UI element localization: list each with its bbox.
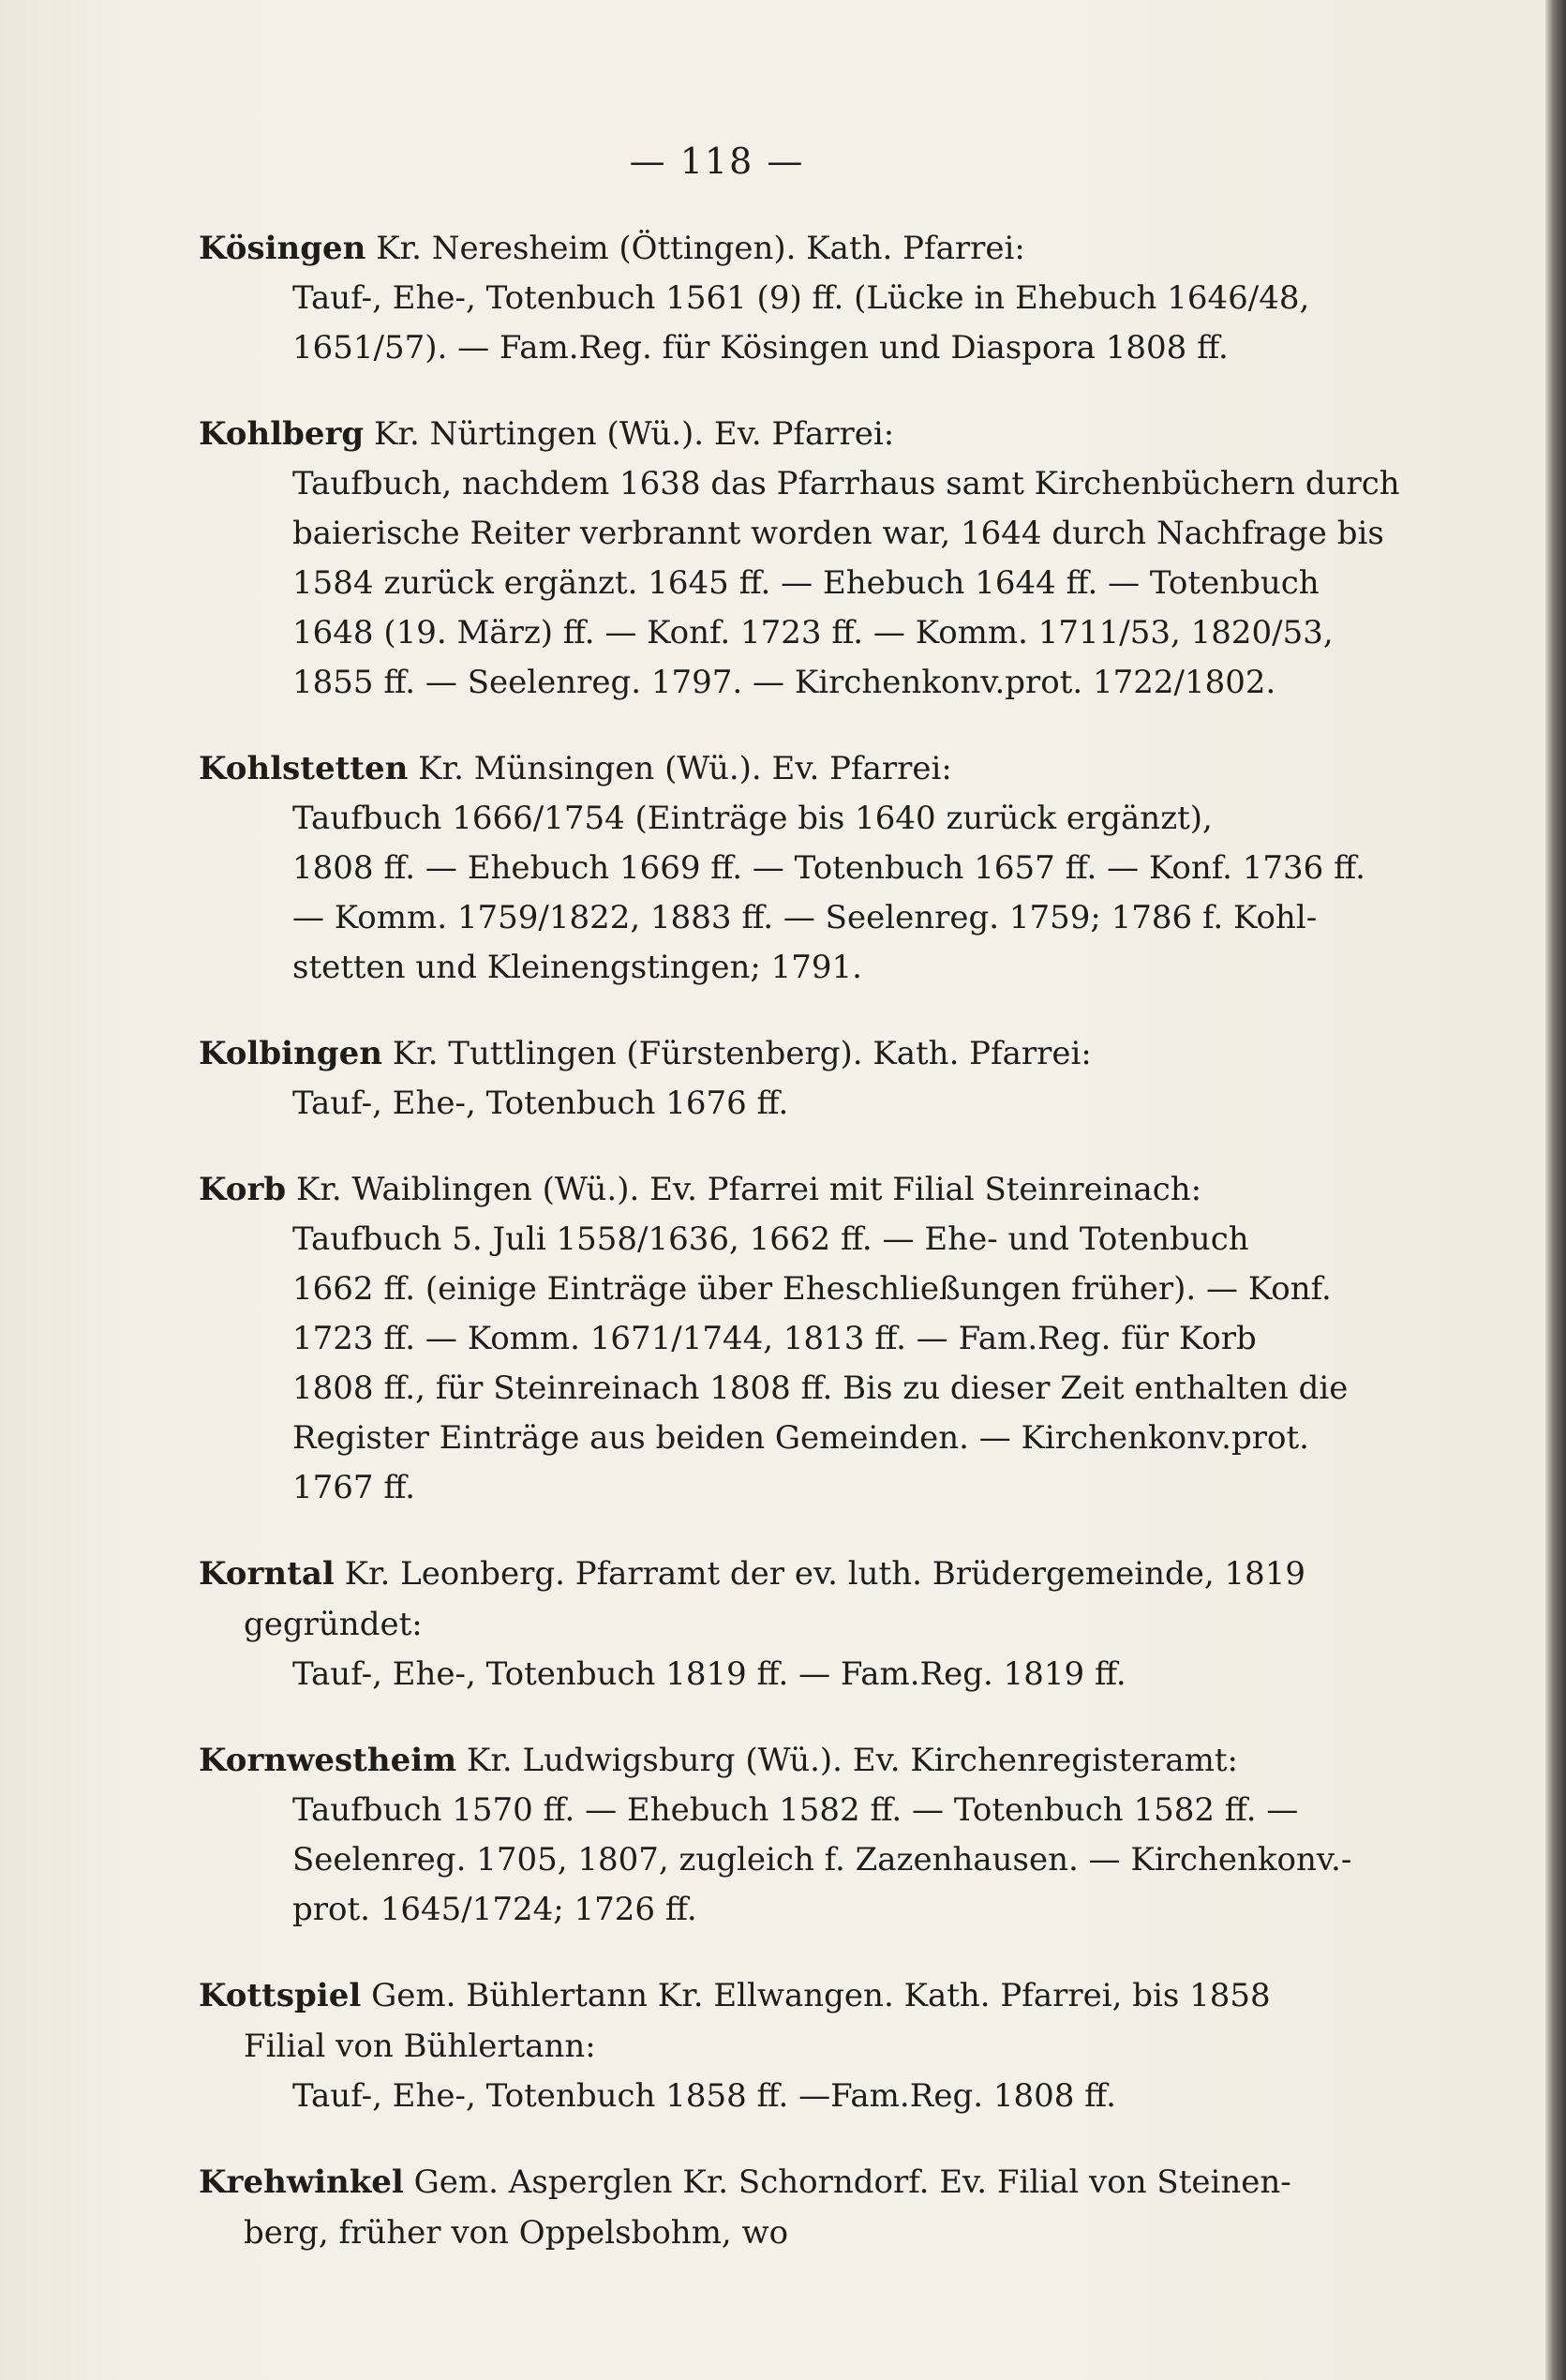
entry-line: Taufbuch 5. Juli 1558/1636, 1662 ff. — Ehe- und Totenbuch <box>292 1220 1249 1258</box>
entry-line: 1723 ff. — Komm. 1671/1744, 1813 ff. — Fam.Reg. für Korb <box>292 1320 1257 1357</box>
entry-line: Taufbuch, nachdem 1638 das Pfarrhaus samt Kirchenbüchern durch <box>292 465 1400 502</box>
place-name: Kornwestheim <box>199 1742 457 1779</box>
entry-heading <box>199 1735 1417 1786</box>
entry-heading-text: Gem. Asperglen Kr. Schorndorf. Ev. Filial von Steinen- <box>413 2163 1291 2201</box>
place-name: Kohlstetten <box>199 750 409 787</box>
entry-heading <box>199 223 1417 274</box>
place-name: Kösingen <box>199 230 366 267</box>
entry-heading <box>199 2157 1417 2208</box>
entry-body <box>292 2072 1417 2121</box>
entry-korb <box>199 1164 1417 1513</box>
entry-heading-text: Kr. Ludwigsburg (Wü.). Ev. Kirchenregisteramt: <box>466 1742 1239 1779</box>
entry-line: Taufbuch 1666/1754 (Einträge bis 1640 zurück ergänzt), <box>292 800 1213 837</box>
entry-line: — Komm. 1759/1822, 1883 ff. — Seelenreg. 1759; 1786 f. Kohl- <box>292 899 1318 936</box>
entry-koesingen <box>199 223 1417 373</box>
entry-line: Taufbuch 1570 ff. — Ehebuch 1582 ff. — Totenbuch 1582 ff. — <box>292 1791 1299 1829</box>
entry-kolbingen <box>199 1028 1417 1129</box>
entry-line: 1855 ff. — Seelenreg. 1797. — Kirchenkonv.prot. 1722/1802. <box>292 664 1276 701</box>
place-name: Korntal <box>199 1555 335 1593</box>
entry-line: Tauf-, Ehe-, Totenbuch 1858 ff. —Fam.Reg. 1808 ff. <box>292 2077 1116 2115</box>
entry-heading <box>199 1549 1417 1599</box>
entry-heading-text: Kr. Nürtingen (Wü.). Ev. Pfarrei: <box>374 415 895 453</box>
entry-heading-text: Kr. Leonberg. Pfarramt der ev. luth. Brüdergemeinde, 1819 <box>344 1555 1306 1593</box>
entry-kottspiel <box>199 1970 1417 2121</box>
place-name: Krehwinkel <box>199 2163 404 2201</box>
entry-korntal <box>199 1549 1417 1699</box>
entry-body <box>292 459 1417 708</box>
entry-line: stetten und Kleinengstingen; 1791. <box>292 949 862 986</box>
entry-line: 1651/57). — Fam.Reg. für Kösingen und Diaspora 1808 ff. <box>292 329 1229 367</box>
entry-line: Tauf-, Ehe-, Totenbuch 1676 ff. <box>292 1085 789 1122</box>
entry-kohlberg <box>199 409 1417 708</box>
entry-heading-text: Kr. Neresheim (Öttingen). Kath. Pfarrei: <box>376 230 1025 267</box>
entry-heading <box>199 1028 1417 1079</box>
entry-line: baierische Reiter verbrannt worden war, 1644 durch Nachfrage bis <box>292 515 1384 552</box>
entry-line: Register Einträge aus beiden Gemeinden. — Kirchenkonv.prot. <box>292 1419 1309 1457</box>
entry-line: prot. 1645/1724; 1726 ff. <box>292 1891 697 1928</box>
entry-body <box>292 274 1417 373</box>
entry-line: 1662 ff. (einige Einträge über Eheschließungen früher). — Konf. <box>292 1270 1332 1308</box>
entry-body <box>292 1079 1417 1129</box>
entry-line: Tauf-, Ehe-, Totenbuch 1561 (9) ff. (Lücke in Ehebuch 1646/48, <box>292 279 1310 317</box>
entry-heading <box>199 743 1417 794</box>
entry-body <box>292 1215 1417 1513</box>
entry-krehwinkel <box>199 2157 1417 2258</box>
entry-body <box>292 1786 1417 1935</box>
entry-heading-text: Kr. Waiblingen (Wü.). Ev. Pfarrei mit Filial Steinreinach: <box>295 1171 1202 1208</box>
entry-heading-text: Kr. Tuttlingen (Fürstenberg). Kath. Pfarrei: <box>392 1035 1092 1072</box>
entry-body <box>292 794 1417 993</box>
entry-list <box>199 223 1417 2294</box>
page-edge-shadow <box>1545 0 1566 2380</box>
entry-heading-text: Gem. Bühlertann Kr. Ellwangen. Kath. Pfarrei, bis 1858 <box>371 1977 1271 2014</box>
entry-line: 1808 ff. — Ehebuch 1669 ff. — Totenbuch 1657 ff. — Konf. 1736 ff. <box>292 849 1365 887</box>
entry-line: 1767 ff. <box>292 1469 416 1506</box>
place-name: Korb <box>199 1171 287 1208</box>
entry-heading-text: Kr. Münsingen (Wü.). Ev. Pfarrei: <box>418 750 952 787</box>
entry-line: 1584 zurück ergänzt. 1645 ff. — Ehebuch 1644 ff. — Totenbuch <box>292 564 1320 602</box>
entry-heading-continuation: Filial von Bühlertann: <box>244 2028 596 2065</box>
entry-line: 1808 ff., für Steinreinach 1808 ff. Bis zu dieser Zeit enthalten die <box>292 1370 1349 1407</box>
entry-heading-continuation: gegründet: <box>244 1606 423 1643</box>
entry-kohlstetten <box>199 743 1417 993</box>
entry-line: Tauf-, Ehe-, Totenbuch 1819 ff. — Fam.Reg. 1819 ff. <box>292 1655 1126 1693</box>
entry-line: Seelenreg. 1705, 1807, zugleich f. Zazenhausen. — Kirchenkonv.- <box>292 1841 1352 1879</box>
entry-body <box>292 1650 1417 1699</box>
entry-heading <box>199 409 1417 459</box>
entry-heading-continuation: berg, früher von Oppelsbohm, wo <box>244 2214 789 2252</box>
page-number: — 118 — <box>629 141 805 182</box>
entry-heading <box>199 1164 1417 1215</box>
place-name: Kottspiel <box>199 1977 362 2014</box>
place-name: Kolbingen <box>199 1035 382 1072</box>
place-name: Kohlberg <box>199 415 365 453</box>
entry-kornwestheim <box>199 1735 1417 1935</box>
entry-line: 1648 (19. März) ff. — Konf. 1723 ff. — Komm. 1711/53, 1820/53, <box>292 614 1334 651</box>
entry-heading <box>199 1970 1417 2021</box>
